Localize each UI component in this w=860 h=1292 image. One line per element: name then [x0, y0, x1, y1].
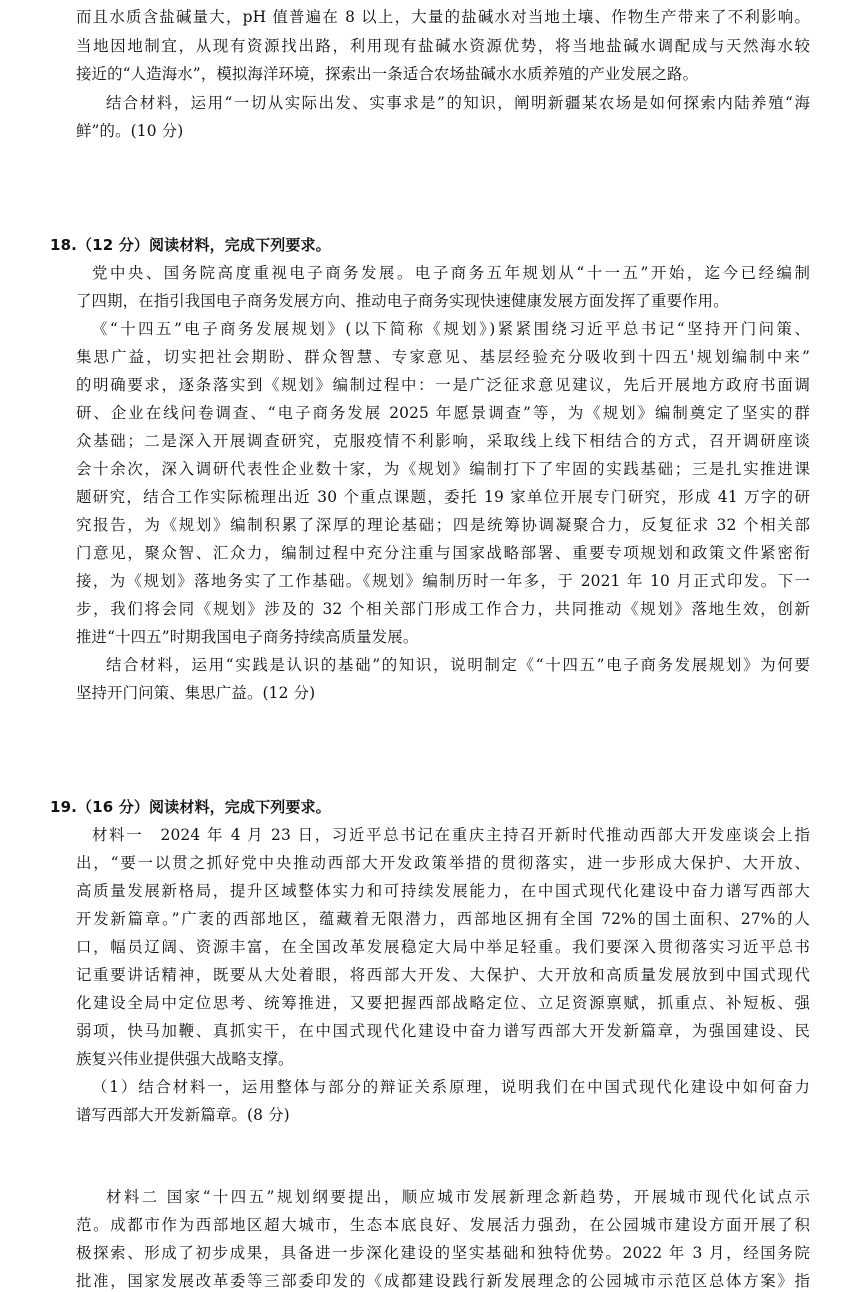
q19-sub1-line: （1）结合材料一，运用整体与部分的辩证关系原理，说明我们在中国式现代化建设中如何奋力	[92, 1078, 810, 1096]
q18-line: 门意见，聚众智、汇众力，编制过程中充分注重与国家战略部署、重要专项规划和政策文件紧密衔	[76, 544, 810, 562]
q19-material2-line: 范。成都市作为西部地区超大城市，生态本底良好、发展活力强劲，在公园城市建设方面开展了积	[76, 1216, 810, 1234]
q18-heading: 18.（12 分）阅读材料，完成下列要求。	[50, 236, 331, 254]
q19-material1-line: 材料一 2024 年 4 月 23 日，习近平总书记在重庆主持召开新时代推动西部大开发座谈会上指	[92, 826, 810, 844]
q18-line: 研、企业在线问卷调查、“电子商务发展 2025 年愿景调查”等，为《规划》编制奠定了坚实的群	[76, 404, 810, 422]
q18-line: 推进“十四五”时期我国电子商务持续高质量发展。	[76, 628, 419, 646]
q19-material1-line: 记重要讲话精神，既要从大处着眼，将西部大开发、大保护、大开放和高质量发展放到中国式现代	[76, 966, 810, 984]
q17-line: 接近的“人造海水”，模拟海洋环境，探索出一条适合农场盐碱水水质养殖的产业发展之路。	[76, 65, 699, 83]
q19-material2-line: 材料二 国家“十四五”规划纲要提出，顺应城市发展新理念新趋势，开展城市现代化试点示	[106, 1188, 810, 1206]
q17-line: 而且水质含盐碱量大，pH 值普遍在 8 以上，大量的盐碱水对当地土壤、作物生产带来了不利影响。	[76, 8, 810, 26]
q19-material1-line: 出，“要一以贯之抓好党中央推动西部大开发政策举措的贯彻落实，进一步形成大保护、大开放、	[76, 854, 810, 872]
q18-line: 究报告，为《规划》编制积累了深厚的理论基础；四是统筹协调凝聚合力，反复征求 32 个相关部	[76, 516, 810, 534]
q19-material1-line: 高质量发展新格局，提升区域整体实力和可持续发展能力，在中国式现代化建设中奋力谱写西部大	[76, 882, 810, 900]
q18-line: 众基础；二是深入开展调查研究，克服疫情不利影响，采取线上线下相结合的方式，召开调研座谈	[76, 432, 810, 450]
q18-line: 集思广益，切实把社会期盼、群众智慧、专家意见、基层经验充分吸收到十四五'规划编制中来”	[76, 348, 810, 366]
q18-prompt-line: 坚持开门问策、集思广益。(12 分)	[76, 684, 316, 702]
q18-line: 会十余次，深入调研代表性企业数十家，为《规划》编制打下了牢固的实践基础；三是扎实推进课	[76, 460, 810, 478]
q18-line: 题研究，结合工作实际梳理出近 30 个重点课题，委托 19 家单位开展专门研究，形成 41 万字的研	[76, 488, 810, 506]
q17-prompt-line: 鲜”的。(10 分)	[76, 122, 184, 140]
q19-material2-line: 批准，国家发展改革委等三部委印发的《成都建设践行新发展理念的公园城市示范区总体方案》指	[76, 1272, 810, 1290]
q19-sub1-line: 谱写西部大开发新篇章。(8 分)	[76, 1106, 290, 1124]
q19-material1-line: 开发新篇章。”广袤的西部地区，蕴藏着无限潜力，西部地区拥有全国 72%的国土面积、27%的人	[76, 910, 810, 928]
q18-line: 了四期，在指引我国电子商务发展方向、推动电子商务实现快速健康发展方面发挥了重要作用。	[76, 292, 729, 310]
q19-material1-line: 弱项，快马加鞭、真抓实干，在中国式现代化建设中奋力谱写西部大开发新篇章，为强国建设、民	[76, 1022, 810, 1040]
q18-line: 接，为《规划》落地务实了工作基础。《规划》编制历时一年多，于 2021 年 10 月正式印发。下一	[76, 572, 810, 590]
q18-prompt-line: 结合材料，运用“实践是认识的基础”的知识，说明制定《“十四五”电子商务发展规划》为何要	[106, 656, 810, 674]
q18-line: 党中央、国务院高度重视电子商务发展。电子商务五年规划从“十一五”开始，迄今已经编制	[92, 264, 810, 282]
q19-material1-line: 口，幅员辽阔、资源丰富，在全国改革发展稳定大局中举足轻重。我们要深入贯彻落实习近平总书	[76, 938, 810, 956]
q19-material1-line: 化建设全局中定位思考、统筹推进，又要把握西部战略定位、立足资源禀赋，抓重点、补短板、强	[76, 994, 810, 1012]
q19-heading: 19.（16 分）阅读材料，完成下列要求。	[50, 798, 331, 816]
q17-line: 当地因地制宜，从现有资源找出路，利用现有盐碱水资源优势，将当地盐碱水调配成与天然海水较	[76, 37, 810, 55]
q18-line: 的明确要求，逐条落实到《规划》编制过程中：一是广泛征求意见建议，先后开展地方政府书面调	[76, 376, 810, 394]
q18-line: 《“十四五”电子商务发展规划》(以下简称《规划》)紧紧围绕习近平总书记“坚持开门问策、	[92, 320, 810, 338]
q19-material2-line: 极探索、形成了初步成果，具备进一步深化建设的坚实基础和独特优势。2022 年 3 月，经国务院	[76, 1244, 810, 1262]
q18-line: 步，我们将会同《规划》涉及的 32 个相关部门形成工作合力，共同推动《规划》落地生效，创新	[76, 600, 810, 618]
q19-material1-line: 族复兴伟业提供强大战略支撑。	[76, 1050, 294, 1068]
q17-prompt-line: 结合材料，运用“一切从实际出发、实事求是”的知识，阐明新疆某农场是如何探索内陆养殖“海	[106, 94, 810, 112]
